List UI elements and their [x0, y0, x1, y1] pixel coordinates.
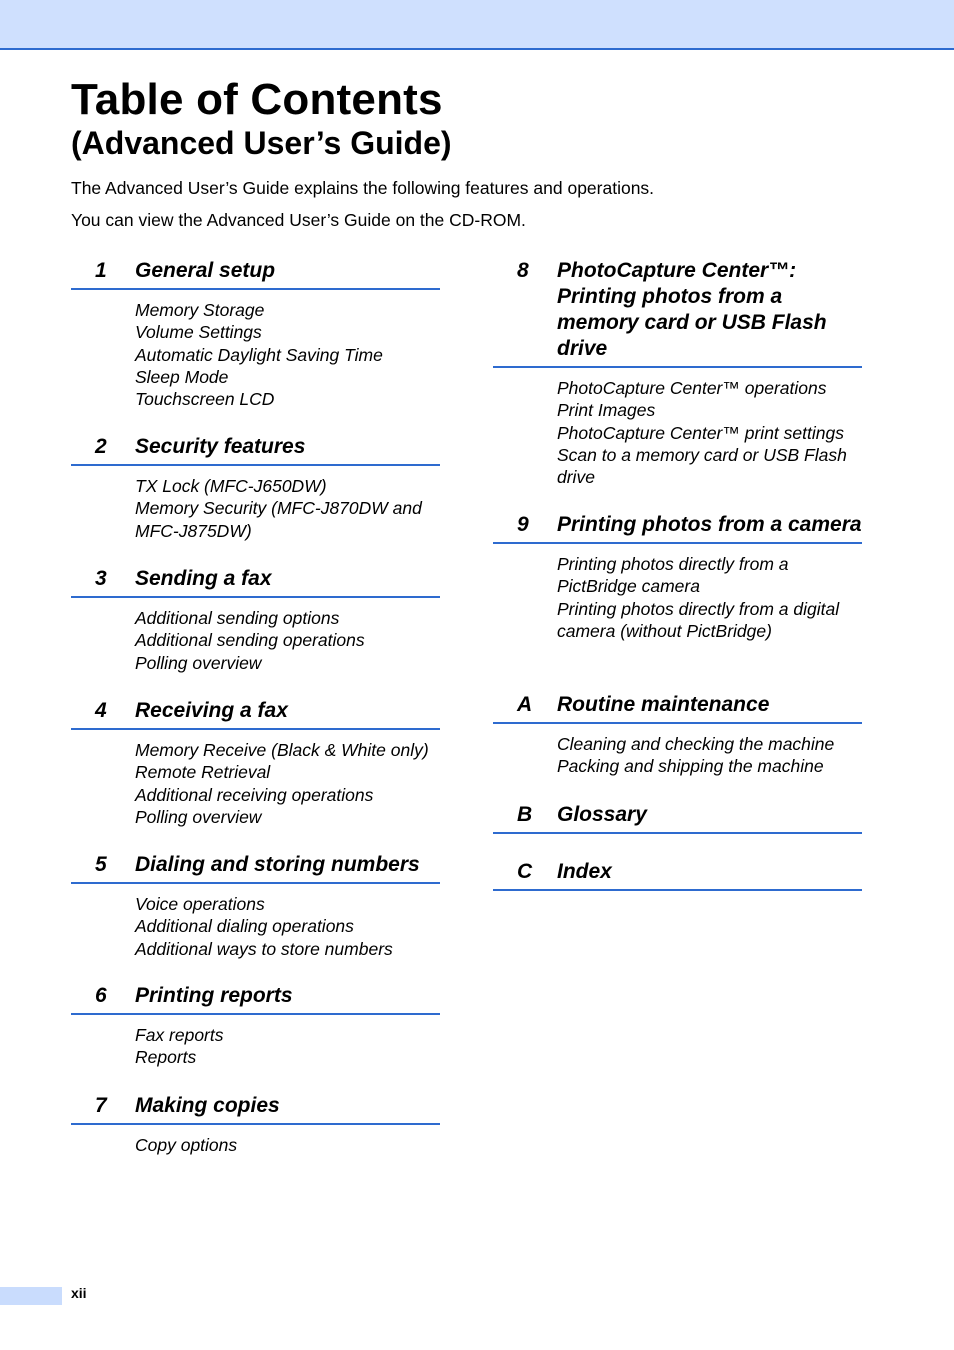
toc-entry[interactable]: Automatic Daylight Saving Time: [135, 344, 383, 365]
section-title[interactable]: General setup: [135, 259, 276, 282]
section-title[interactable]: Security features: [135, 435, 306, 458]
toc-section-making-copies: [71, 1093, 440, 1156]
header-band: [0, 0, 954, 50]
intro-paragraph: You can view the Advanced User’s Guide on the CD-ROM.: [71, 210, 526, 230]
section-heading[interactable]: [71, 566, 440, 598]
toc-entry[interactable]: PhotoCapture Center™ print settings: [557, 422, 844, 443]
toc-entry[interactable]: Voice operations: [135, 894, 265, 914]
section-number: 2: [95, 435, 107, 458]
section-number: 4: [95, 699, 107, 722]
toc-section-index: [493, 859, 862, 891]
toc-entry[interactable]: Additional receiving operations: [135, 784, 374, 805]
toc-entry[interactable]: Memory Security (MFC-J870DW and MFC-J875DW): [135, 498, 422, 541]
toc-entry[interactable]: Volume Settings: [135, 322, 262, 343]
section-title[interactable]: Printing photos from a camera: [557, 513, 862, 536]
section-heading[interactable]: [71, 434, 440, 466]
page-number: xii: [71, 1285, 87, 1301]
toc-entry[interactable]: Polling overview: [135, 806, 262, 827]
section-title[interactable]: Index: [557, 860, 612, 883]
toc-section-printing-reports: [71, 983, 440, 1069]
toc-entry[interactable]: TX Lock (MFC-J650DW): [135, 476, 327, 496]
section-number: 9: [517, 513, 529, 536]
section-number: C: [517, 860, 533, 883]
section-title[interactable]: Receiving a fax: [135, 699, 288, 722]
section-title[interactable]: Printing reports: [135, 984, 293, 1007]
toc-entry[interactable]: Polling overview: [135, 652, 262, 673]
section-heading[interactable]: [71, 258, 440, 290]
section-number: 5: [95, 853, 107, 876]
section-heading[interactable]: [493, 802, 862, 834]
footer-tab: [0, 1287, 62, 1305]
section-title[interactable]: Glossary: [557, 803, 647, 826]
toc-entry[interactable]: Print Images: [557, 400, 656, 421]
page-subtitle: (Advanced User’s Guide): [71, 125, 452, 161]
section-number: 6: [95, 984, 107, 1007]
section-heading[interactable]: [493, 512, 862, 544]
toc-section-security-features: [71, 434, 440, 542]
intro-paragraph: The Advanced User’s Guide explains the following features and operations.: [71, 178, 655, 198]
toc-section-general-setup: [71, 258, 440, 410]
section-heading[interactable]: [71, 1093, 440, 1125]
section-heading[interactable]: [71, 852, 440, 884]
toc-entry[interactable]: Scan to a memory card or USB Flash drive: [557, 444, 847, 488]
section-title[interactable]: Sending a fax: [135, 567, 272, 590]
section-title[interactable]: PhotoCapture Center™: Printing photos from a memory card or USB Flash drive: [557, 259, 827, 360]
section-number: A: [517, 693, 533, 716]
toc-section-sending-a-fax: [71, 566, 440, 674]
section-heading[interactable]: [493, 258, 862, 368]
toc-entry[interactable]: Additional ways to store numbers: [135, 938, 393, 959]
toc-section-routine-maintenance: [493, 692, 862, 778]
toc-entry[interactable]: Memory Storage: [135, 300, 265, 320]
toc-entry[interactable]: Remote Retrieval: [135, 762, 271, 783]
section-heading[interactable]: [493, 692, 862, 724]
toc-section-photocapture-center: [493, 258, 862, 488]
toc-entry[interactable]: Additional sending operations: [135, 630, 365, 651]
section-title[interactable]: Routine maintenance: [557, 693, 770, 716]
toc-entry[interactable]: Cleaning and checking the machine: [557, 734, 835, 754]
toc-section-glossary: [493, 802, 862, 834]
toc-entry[interactable]: Printing photos directly from a digital camera (without PictBridge): [557, 598, 840, 641]
toc-entry[interactable]: Fax reports: [135, 1025, 224, 1045]
section-heading[interactable]: [71, 698, 440, 730]
toc-entry[interactable]: Copy options: [135, 1135, 238, 1155]
toc-section-dialing-and-storing: [71, 852, 440, 960]
section-number: 8: [517, 259, 529, 282]
section-number: 7: [95, 1094, 107, 1117]
section-heading[interactable]: [493, 859, 862, 891]
section-number: B: [517, 803, 533, 826]
toc-entry[interactable]: Printing photos directly from a PictBridge camera: [557, 554, 789, 597]
page-title: Table of Contents: [71, 75, 443, 124]
section-heading[interactable]: [71, 983, 440, 1015]
section-number: 1: [95, 259, 107, 282]
section-number: 3: [95, 567, 107, 590]
toc-entry[interactable]: PhotoCapture Center™ operations: [557, 378, 827, 398]
toc-entry[interactable]: Packing and shipping the machine: [557, 756, 824, 777]
toc-entry[interactable]: Additional sending options: [135, 608, 340, 628]
toc-entry[interactable]: Memory Receive (Black & White only): [135, 740, 429, 760]
toc-entry[interactable]: Sleep Mode: [135, 366, 229, 387]
toc-entry[interactable]: Additional dialing operations: [135, 916, 354, 937]
toc-entry[interactable]: Reports: [135, 1047, 197, 1068]
section-title[interactable]: Dialing and storing numbers: [135, 853, 420, 876]
section-title[interactable]: Making copies: [135, 1094, 280, 1117]
toc-section-receiving-a-fax: [71, 698, 440, 828]
toc-entry[interactable]: Touchscreen LCD: [135, 389, 275, 410]
toc-section-printing-from-camera: [493, 512, 862, 642]
